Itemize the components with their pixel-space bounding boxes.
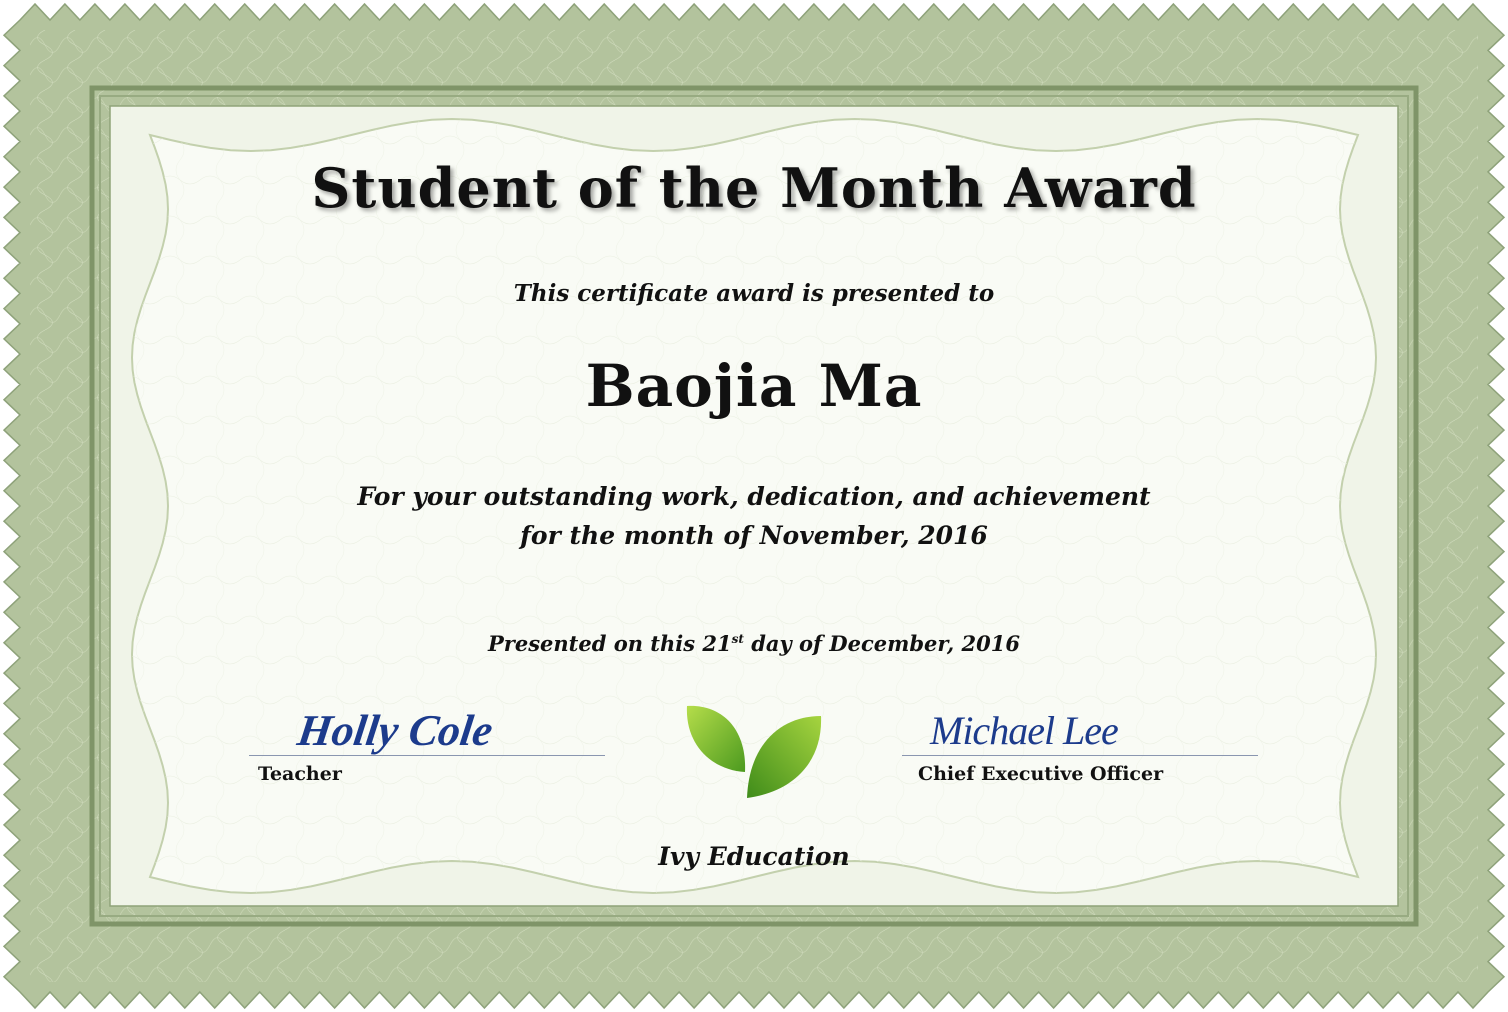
- presented-on-suffix: day of December, 2016: [743, 631, 1020, 656]
- presented-to-text: This certificate award is presented to: [513, 280, 995, 307]
- ceo-role: Chief Executive Officer: [918, 763, 1164, 785]
- recipient-name: Baojia Ma: [585, 352, 923, 420]
- reason-line-1: For your outstanding work, dedication, and achievement: [357, 482, 1151, 511]
- certificate-title: Student of the Month Award: [311, 156, 1197, 220]
- right-leaf: [747, 716, 821, 798]
- presented-on-ordinal: st: [731, 632, 744, 646]
- reason-line-2: for the month of November, 2016: [520, 521, 988, 550]
- organization-name: Ivy Education: [658, 842, 850, 871]
- left-leaf: [687, 706, 745, 772]
- presented-on-prefix: Presented on this 21: [488, 631, 732, 656]
- ceo-signature: Michael Lee: [930, 708, 1118, 753]
- teacher-signature: Holly Cole: [294, 706, 496, 755]
- ceo-signature-line: [902, 755, 1258, 756]
- teacher-role: Teacher: [258, 763, 342, 785]
- leaf-logo-icon: [681, 700, 827, 804]
- teacher-signature-line: [249, 755, 605, 756]
- presented-on-date: [0, 631, 1508, 656]
